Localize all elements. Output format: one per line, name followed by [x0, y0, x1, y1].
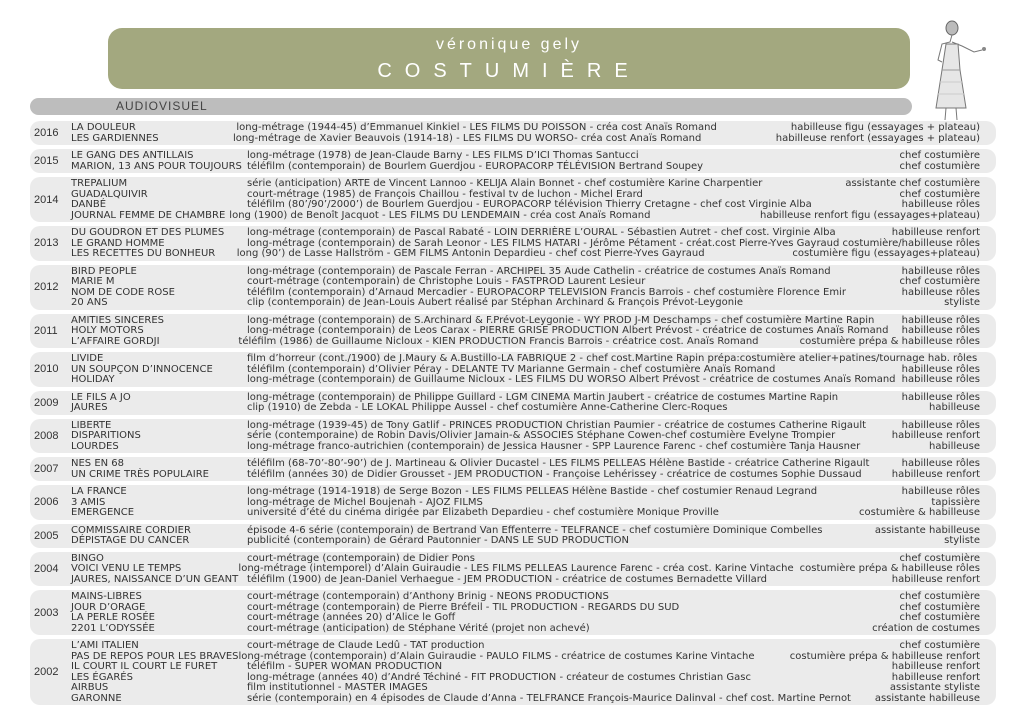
- production-title: LE FILS A JO: [71, 391, 131, 403]
- production-description: long-métrage franco-autrichien (contemporain) de Jessica Hausner - SPP Laurence Farenc - chef costumière Tanja Hausner: [247, 440, 861, 452]
- production-row: [30, 277, 996, 288]
- production-role: assistante habilleuse: [874, 524, 980, 536]
- production-description: long-métrage (1914-1918) de Serge Bozon - LES FILMS PELLEAS Hélène Bastide - chef costumier Renaud Legrand: [247, 486, 818, 497]
- production-row: [30, 403, 996, 414]
- production-title: UN SOUPÇON D’INNOCENCE: [71, 363, 213, 375]
- production-title: AIRBUS: [71, 682, 109, 693]
- production-description: court-métrage (contemporain) d’Anthony Brinig - NEONS PRODUCTIONS: [247, 591, 609, 602]
- production-role: habilleuse renfort: [891, 671, 980, 683]
- year-block: [30, 485, 996, 520]
- section-label: AUDIOVISUEL: [116, 99, 208, 113]
- production-role: habilleuse rôles: [901, 199, 980, 210]
- production-title: DANBÉ: [71, 199, 107, 210]
- production-title: LA DOULEUR: [71, 122, 136, 133]
- production-description: long-métrage (1978) de Jean-Claude Barny - LES FILMS D’ICI Thomas Santucci: [247, 150, 639, 161]
- production-role: chef costumière: [899, 612, 980, 623]
- production-title: LIBERTE: [71, 419, 112, 431]
- production-role: costumière figu (essayages+plateau): [792, 248, 980, 259]
- production-description: long-métrage (années 40) d’André Téchiné - FIT PRODUCTION - créateur de costumes Christian Gasc: [247, 671, 752, 683]
- production-role: habilleuse rôles: [901, 286, 980, 298]
- production-title: DISPARITIONS: [71, 430, 141, 441]
- production-role: habilleuse: [928, 440, 980, 452]
- production-description: long (1900) de Benoît Jacquot - LES FILMS DU LENDEMAIN - créa cost Anaïs Romand: [229, 209, 651, 221]
- production-role: assistante styliste: [889, 682, 980, 693]
- profession-title: COSTUMIÈRE: [377, 60, 641, 82]
- production-role: habilleuse rôles: [901, 391, 980, 403]
- production-title: JAURES: [71, 402, 108, 413]
- year-block: [30, 524, 996, 548]
- production-title: EMERGENCE: [71, 507, 135, 518]
- production-description: film institutionnel - MASTER IMAGES: [247, 682, 428, 693]
- year-label: 2005: [34, 529, 59, 542]
- production-title: L’AMI ITALIEN: [71, 640, 139, 651]
- production-title: HOLIDAY: [71, 374, 115, 385]
- year-label: 2007: [34, 463, 59, 475]
- production-row: [30, 592, 996, 603]
- year-label: 2009: [34, 396, 59, 409]
- production-row: [30, 459, 996, 470]
- production-row: [30, 442, 996, 453]
- production-row: [30, 298, 996, 309]
- production-description: long-métrage (contemporain) de Philippe Guillard - LGM CINEMA Martin Jaubert - créatrice de costumes Martine Rapin: [247, 391, 839, 403]
- year-block: [30, 177, 996, 222]
- production-description: long-métrage (1944-45) d’Emmanuel Kinkiel - LES FILMS DU POISSON - créa cost Anaïs Romand: [236, 122, 717, 133]
- production-role: habilleuse rôles: [901, 486, 980, 497]
- year-block: [30, 121, 996, 145]
- production-description: court-métrage (anticipation) de Stéphane Vérité (projet non achevé): [247, 622, 590, 634]
- year-label: 2012: [34, 281, 59, 293]
- production-title: LES GARDIENNES: [71, 132, 159, 144]
- production-row: [30, 564, 996, 575]
- production-row: [30, 470, 996, 481]
- production-role: habilleuse renfort: [891, 430, 980, 441]
- production-row: [30, 508, 996, 519]
- year-block: [30, 391, 996, 415]
- year-block: [30, 265, 996, 310]
- production-title: MARION, 13 ANS POUR TOUJOURS: [71, 160, 242, 172]
- year-label: 2015: [34, 155, 59, 167]
- production-row: [30, 151, 996, 162]
- production-description: court-métrage (contemporain) de Pierre Bréfeil - TIL PRODUCTION - REGARDS DU SUD: [247, 601, 680, 613]
- production-description: épisode 4-6 série (contemporain) de Bertrand Van Effenterre - TELFRANCE - chef costumière Dominique Combelles: [247, 524, 823, 536]
- production-title: UN CRIME TRÈS POPULAIRE: [71, 468, 209, 480]
- production-description: long-métrage (contemporain) de S.Archinard & F.Prévot-Leygonie - WY PROD J-M Deschamps - chef costumière Martine Rapin: [247, 314, 875, 326]
- production-description: long-métrage (contemporain) de Pascale Ferran - ARCHIPEL 35 Aude Cathelin - créatrice de costumes Anaïs Romand: [247, 265, 831, 277]
- production-title: AMITIES SINCERES: [71, 314, 165, 326]
- production-role: costumière prépa & habilleuse rôles: [799, 563, 980, 574]
- production-role: habilleuse rôles: [901, 265, 980, 277]
- production-row: [30, 249, 996, 260]
- production-row: [30, 431, 996, 442]
- header-banner: [108, 28, 910, 89]
- production-role: habilleuse figu (essayages + plateau): [790, 122, 980, 133]
- production-description: téléfilm (contemporain) de Bourlem Guerdjou - EUROPACORP TÉLÉVISION Bertrand Soupey: [247, 160, 704, 172]
- production-title: LA FRANCE: [71, 486, 127, 497]
- production-role: [837, 354, 996, 365]
- costumier-name: véronique gely: [435, 36, 583, 53]
- production-title: LOURDES: [71, 440, 119, 452]
- production-role: chef costumière: [899, 591, 980, 602]
- year-block: [30, 226, 996, 261]
- production-role: chef costumière: [899, 188, 980, 200]
- production-description: téléfilm (contemporain) d’Arnaud Mercadier - EUROPACORP TELEVISION Francis Barrois - chef costumière Florence Emir: [247, 286, 846, 298]
- production-role: habilleuse renfort: [891, 227, 980, 238]
- year-label: 2003: [34, 606, 59, 619]
- production-title: MARIE M: [71, 276, 115, 287]
- production-row: [30, 673, 996, 684]
- production-role: habilleuse renfort: [891, 661, 980, 672]
- production-title: JOUR D’ORAGE: [71, 601, 146, 613]
- production-description: téléfilm (1900) de Jean-Daniel Verhaegue - JEM PRODUCTION - créatrice de costumes Bernadette Villard: [247, 573, 768, 585]
- production-description: long-métrage (contemporain) de Pascal Rabaté - LOIN DERRIÈRE L’OURAL - Sébastien Autret - chef cost. Virginie Alba: [247, 227, 836, 238]
- production-title: JOURNAL FEMME DE CHAMBRE: [71, 209, 226, 221]
- production-role: styliste: [944, 297, 980, 308]
- production-row: [30, 211, 996, 222]
- production-role: chef costumière: [899, 552, 980, 564]
- production-row: [30, 200, 996, 211]
- production-row: [30, 123, 996, 134]
- production-row: [30, 603, 996, 614]
- production-title: NOM DE CODE ROSE: [71, 286, 175, 298]
- year-block: [30, 314, 996, 349]
- production-description: court-métrage (1985) de François Chaillou - festival tv de luchon - Michel Erard: [247, 188, 643, 200]
- year-label: 2013: [34, 237, 59, 250]
- production-description: université d’été du cinéma dirigée par Elizabeth Depardieu - chef costumière Monique Proville: [247, 507, 719, 518]
- production-title: LE GRAND HOMME: [71, 237, 165, 249]
- production-description: long-métrage (intemporel) d’Alain Guiraudie - LES FILMS PELLEAS Laurence Farenc - créa cost. Karine Vintache: [238, 563, 794, 574]
- production-row: [30, 228, 996, 239]
- production-description: téléfilm (années 30) de Didier Grousset - JEM PRODUCTION - Françoise Lehérissey - créatrice de costumes Sophie Dussaud: [247, 468, 862, 480]
- production-description: court-métrage (contemporain) de Didier Pons: [247, 552, 475, 564]
- year-label: 2011: [34, 324, 58, 337]
- production-role: habilleuse rôles: [901, 419, 980, 431]
- production-title: PAS DE REPOS POUR LES BRAVES: [71, 650, 239, 662]
- production-role: habilleuse rôles: [901, 325, 980, 336]
- year-label: 2006: [34, 496, 59, 509]
- year-block: [30, 590, 996, 635]
- production-description: téléfilm - SUPER WOMAN PRODUCTION: [247, 661, 443, 672]
- production-description: long-métrage (contemporain) d’Alain Guiraudie - PAULO FILMS - créatrice de costumes Karine Vintache: [238, 650, 755, 662]
- production-title: 20 ANS: [71, 297, 108, 308]
- production-row: [30, 179, 996, 190]
- production-role: styliste: [944, 535, 980, 546]
- production-title: TREPALIUM: [71, 178, 128, 189]
- production-description: long-métrage (contemporain) de Sarah Leonor - LES FILMS HATARI - Jérôme Pétament - créat.cost Pierre-Yves Gayraud: [247, 237, 840, 249]
- production-role: habilleuse rôles: [901, 314, 980, 326]
- production-row: [30, 575, 996, 586]
- production-role: habilleuse: [928, 402, 980, 413]
- production-description: court-métrage de Claude Ledû - TAT production: [247, 640, 485, 651]
- production-row: [30, 326, 996, 337]
- filmography-list: [30, 121, 996, 709]
- production-role: habilleuse renfort (essayages + plateau): [775, 132, 980, 144]
- production-role: habilleuse renfort: [891, 468, 980, 480]
- production-description: publicité (contemporain) de Gérard Pautonnier - DANS LE SUD PRODUCTION: [247, 535, 629, 546]
- production-description: long-métrage de Xavier Beauvois (1914-18) - LES FILMS DU WORSO- créa cost Anaïs Romand: [232, 132, 702, 144]
- production-title: MAINS-LIBRES: [71, 591, 142, 602]
- production-role: habilleuse rôles: [901, 458, 980, 469]
- production-title: LA PERLE ROSÉE: [71, 612, 155, 623]
- production-description: série (contemporaine) de Robin Davis/Olivier Jamain-& ASSOCIES Stéphane Cowen-chef costumière Evelyne Trompier: [247, 430, 836, 441]
- production-description: long (90’) de Lasse Hallström - GEM FILMS Antonin Depardieu - chef cost Pierre-Yves Gayraud: [236, 248, 705, 259]
- production-row: [30, 641, 996, 652]
- production-role: chef costumière: [899, 276, 980, 287]
- production-description: téléfilm (80’/90’/2000’) de Bourlem Guerdjou - EUROPACORP télévision Thierry Cretagne - chef cost Virginie Alba: [247, 199, 812, 210]
- production-description: série (anticipation) ARTE de Vincent Lannoo - KELIJA Alain Bonnet - chef costumière Karine Charpentier: [247, 178, 763, 189]
- year-label: 2016: [34, 127, 59, 139]
- production-description: long-métrage de Michel Boujenah - AJOZ FILMS: [247, 496, 483, 508]
- production-description: film d’horreur (cont./1900) de J.Maury & A.Bustillo-LA FABRIQUE 2 - chef cost.Martine Rapin prépa:costumière atelier+patines/tournage hab. rôles: [247, 353, 978, 364]
- production-description: clip (contemporain) de Jean-Louis Aubert réalisé par Stéphan Archinard & François Prévot-Leygonie: [247, 297, 744, 308]
- production-row: [30, 337, 996, 348]
- year-block: [30, 639, 996, 705]
- production-role: chef costumière: [899, 601, 980, 613]
- production-title: DU GOUDRON ET DES PLUMES: [71, 227, 225, 238]
- production-title: LES RECETTES DU BONHEUR: [71, 248, 216, 259]
- production-title: LIVIDE: [71, 353, 104, 364]
- production-description: clip (1910) de Zebda - LE LOKAL Philippe Aussel - chef costumière Anne-Catherine Clerc-Roques: [247, 402, 728, 413]
- production-description: téléfilm (68-70’-80’-90’) de J. Martineau & Olivier Ducastel - LES FILMS PELLEAS Hélène Bastide - créatrice Catherine Rigault: [247, 458, 870, 469]
- production-title: BIRD PEOPLE: [71, 265, 137, 277]
- production-role: habilleuse renfort: [891, 573, 980, 585]
- production-role: costumière prépa & habilleuse rôles: [799, 335, 980, 347]
- production-title: DÉPISTAGE DU CANCER: [71, 535, 190, 546]
- section-header-bar: [30, 98, 912, 115]
- production-row: [30, 134, 996, 145]
- production-title: BINGO: [71, 552, 104, 564]
- production-description: court-métrage (contemporain) de Christophe Louis - FASTPROD Laurent Lesieur: [247, 276, 646, 287]
- production-description: téléfilm (1986) de Guillaume Nicloux - KIEN PRODUCTION Francis Barrois - créatrice cost. Anaïs Romand: [238, 335, 759, 347]
- production-role: costumière prépa & habilleuse renfort: [789, 650, 980, 662]
- production-title: GARONNE: [71, 692, 122, 704]
- production-row: [30, 683, 996, 694]
- production-role: création de costumes: [872, 622, 980, 634]
- production-title: JAURES, NAISSANCE D’UN GEANT: [71, 573, 239, 585]
- production-title: VOICI VENU LE TEMPS: [71, 563, 182, 574]
- year-label: 2004: [34, 562, 59, 575]
- production-title: L’AFFAIRE GORDJI: [71, 335, 160, 347]
- year-block: [30, 457, 996, 481]
- production-title: HOLY MOTORS: [71, 325, 144, 336]
- production-title: IL COURT IL COURT LE FURET: [71, 661, 218, 672]
- year-block: [30, 419, 996, 454]
- production-role: habilleuse renfort figu (essayages+plateau): [759, 209, 980, 221]
- production-description: long-métrage (1939-45) de Tony Gatlif - PRINCES PRODUCTION Christian Paumier - créatrice de costumes Catherine Rigault: [247, 419, 867, 431]
- production-title: 2201 L’ODYSSÉE: [71, 622, 155, 634]
- production-title: COMMISSAIRE CORDIER: [71, 524, 191, 536]
- production-description: série (contemporain) en 4 épisodes de Claude d’Anna - TELFRANCE François-Maurice Dalinval - chef cost. Martine Pernot: [247, 692, 851, 704]
- year-label: 2002: [34, 666, 59, 678]
- production-description: long-métrage (contemporain) de Guillaume Nicloux - LES FILMS DU WORSO Albert Prévost - créatrice de costumes Anaïs Romand: [247, 374, 896, 385]
- production-row: [30, 487, 996, 498]
- production-title: GUADALQUIVIR: [71, 188, 148, 200]
- production-row: [30, 613, 996, 624]
- production-role: chef costumière: [899, 160, 980, 172]
- year-label: 2008: [34, 429, 59, 442]
- production-title: LES ÉGARÉS: [71, 671, 133, 683]
- production-title: LE GANG DES ANTILLAIS: [71, 150, 194, 161]
- year-block: [30, 352, 996, 387]
- year-label: 2010: [34, 363, 59, 376]
- production-description: long-métrage (contemporain) de Leos Carax - PIERRE GRISE PRODUCTION Albert Prévost - créatrice de costumes Anaïs Romand: [247, 325, 889, 336]
- production-row: [30, 536, 996, 547]
- production-row: [30, 162, 996, 173]
- production-role: habilleuse rôles: [901, 374, 980, 385]
- production-title: 3 AMIS: [71, 496, 106, 508]
- production-role: costumière/habilleuse rôles: [842, 237, 980, 249]
- production-row: [30, 624, 996, 635]
- production-row: [30, 694, 996, 705]
- production-row: [30, 375, 996, 386]
- year-block: [30, 552, 996, 587]
- production-description: court-métrage (années 20) d’Alice le Goff: [247, 612, 456, 623]
- year-block: [30, 149, 996, 173]
- production-role: assistante habilleuse: [874, 692, 980, 704]
- production-row: [30, 354, 996, 365]
- production-title: NES EN 68: [71, 458, 125, 469]
- production-row: [30, 662, 996, 673]
- production-description: téléfilm (contemporain) d’Olivier Péray - DELANTE TV Marianne Germain - chef costumière Anaïs Romand: [247, 363, 776, 375]
- production-role: assistante chef costumière: [845, 178, 980, 189]
- production-role: chef costumière: [899, 640, 980, 651]
- production-role: tapissière: [931, 496, 980, 508]
- production-role: chef costumière: [899, 150, 980, 161]
- year-label: 2014: [34, 193, 59, 206]
- production-role: habilleuse rôles: [901, 363, 980, 375]
- production-role: costumière & habilleuse: [859, 507, 980, 518]
- costume-sketch-illustration: [912, 12, 996, 124]
